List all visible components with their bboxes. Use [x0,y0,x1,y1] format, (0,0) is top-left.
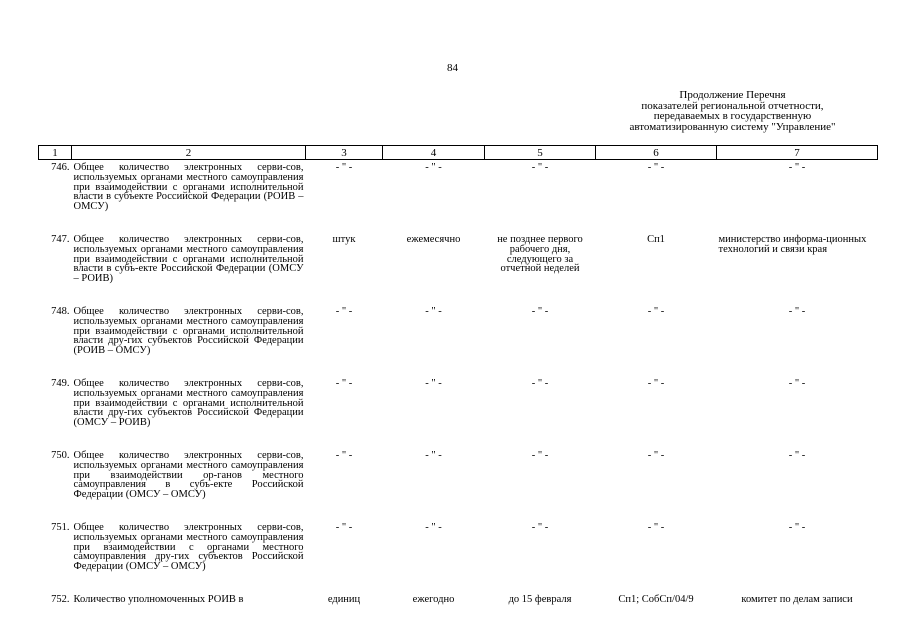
indicator-name: Общее количество электронных серви-сов, используемых органами местного самоуправления при взаимодействии с органами местного самоуправления дру-гих субъектов Российской Федерации (ОМСУ – ОМСУ) [73,522,304,573]
table-row [39,376,878,448]
period-cell: - " - [425,162,442,173]
deadline-cell: - " - [531,522,549,533]
table-row [39,160,878,233]
row-number: 749. [51,378,70,389]
form-cell: Сп1; СобСп/04/9 [618,594,694,605]
indicator-name: Общее количество электронных серви-сов, используемых органами местного самоуправления при взаимодействии с органами исполнительной власти дру-гих субъектов Российской Федерации (ОМСУ – РОИВ) [73,378,304,429]
indicator-name: Количество уполномоченных РОИВ в [73,594,244,605]
indicator-name: Общее количество электронных серви-сов, используемых органами местного самоуправления при взаимодействии с органами исполнительной власти дру-гих субъектов Российской Федерации (РОИВ – ОМСУ) [73,306,304,357]
column-header: 6 [596,146,717,160]
heading-line-4: автоматизированную систему "Управление" [629,120,836,133]
form-cell: - " - [647,306,665,317]
unit-cell: - " - [335,450,353,461]
deadline-cell: - " - [531,450,549,461]
form-cell: - " - [647,162,665,173]
row-number: 752. [51,594,70,605]
indicator-name: Общее количество электронных серви-сов, используемых органами местного самоуправления при взаимодействии ор-ганов местного самоуправления в субъ-екте Российской Федерации (ОМСУ – ОМСУ) [73,450,304,501]
heading-line-3: передаваемых в государственную [653,110,812,122]
deadline-cell: не позднее первого рабочего дня, следующего за отчетной неделей [497,234,583,275]
column-header: 3 [306,146,383,160]
responsible-cell: комитет по делам записи [741,594,853,605]
table-row [39,232,878,304]
deadline-cell: - " - [531,306,549,317]
unit-cell: - " - [335,522,353,533]
table-row [39,448,878,520]
responsible-cell: - " - [788,522,806,533]
heading-line-2: показателей региональной отчетности, [641,99,824,112]
form-cell: - " - [647,522,665,533]
period-cell: - " - [425,306,442,317]
form-cell: - " - [647,378,665,389]
row-number: 747. [51,234,70,245]
deadline-cell: - " - [531,378,549,389]
column-header: 4 [383,146,485,160]
page-number: 84 [447,62,458,74]
unit-cell: - " - [335,162,353,173]
responsible-cell: - " - [788,450,806,461]
indicator-name: Общее количество электронных серви-сов, используемых органами местного самоуправления при взаимодействии с органами исполнительной власти в субъ-екте Российской Федерации (ОМСУ – РОИВ) [73,234,304,285]
column-header: 7 [717,146,878,160]
unit-cell: - " - [335,378,353,389]
document-heading [600,90,865,132]
unit-cell: - " - [335,306,353,317]
responsible-cell: - " - [788,306,806,317]
form-cell: - " - [647,450,665,461]
heading-line-1: Продолжение Перечня [679,89,786,101]
indicators-table [38,145,878,615]
table-row [39,592,878,615]
period-cell: ежемесячно [406,234,461,245]
table-row [39,304,878,376]
row-number: 751. [51,522,70,533]
period-cell: - " - [425,450,442,461]
row-number: 748. [51,306,70,317]
deadline-cell: до 15 февраля [508,594,572,605]
responsible-cell: министерство информа-ционных технологий и связи края [718,234,867,255]
column-number-row [39,146,878,160]
period-cell: - " - [425,522,442,533]
row-number: 750. [51,450,70,461]
table-row [39,520,878,592]
responsible-cell: - " - [788,162,806,173]
period-cell: - " - [425,378,442,389]
row-number: 746. [51,162,70,173]
unit-cell: штук [332,234,356,245]
unit-cell: единиц [327,594,361,605]
column-header: 5 [485,146,596,160]
column-header: 2 [72,146,306,160]
indicator-name: Общее количество электронных серви-сов, используемых органами местного самоуправления при взаимодействии с органами исполнительной власти в субъекте Российской Федерации (РОИВ – ОМСУ) [73,162,304,213]
deadline-cell: - " - [531,162,549,173]
period-cell: ежегодно [412,594,455,605]
column-header: 1 [39,146,72,160]
form-cell: Сп1 [647,234,665,245]
responsible-cell: - " - [788,378,806,389]
